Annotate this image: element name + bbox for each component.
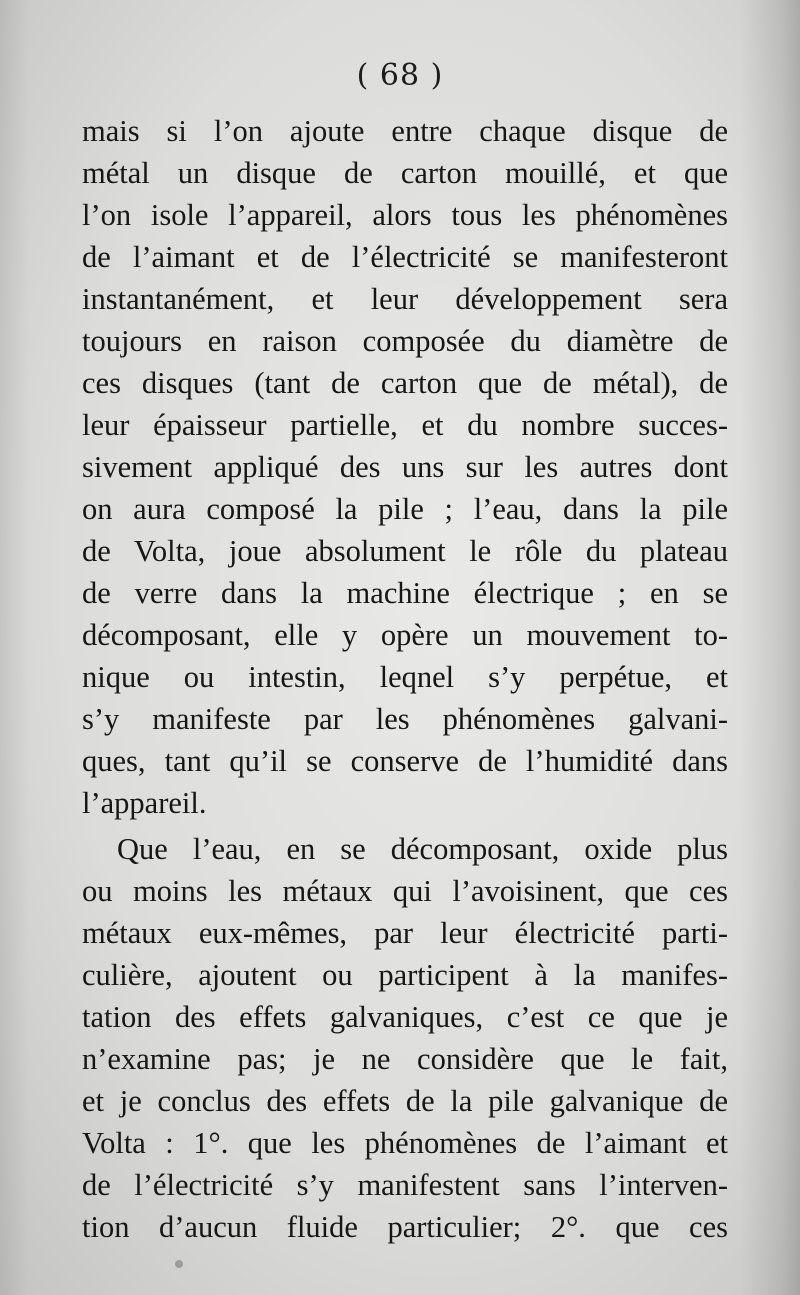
text-line: de Volta, joue absolument le rôle du plateau (82, 534, 728, 568)
text-line: s’y manifeste par les phénomènes galvani- (82, 702, 728, 736)
text-line: instantanément, et leur développement sera (82, 282, 728, 316)
text-line: métal un disque de carton mouillé, et que (82, 156, 728, 190)
page-edge-shadow-left (0, 0, 30, 1295)
text-line: on aura composé la pile ; l’eau, dans la pile (82, 492, 728, 526)
text-line: Que l’eau, en se décomposant, oxide plus (117, 832, 728, 866)
text-line: de verre dans la machine électrique ; en se (82, 576, 728, 610)
body-text (82, 110, 728, 1248)
page-number: ( 68 ) (356, 58, 444, 93)
text-line: sivement appliqué des uns sur les autres dont (82, 450, 728, 484)
page-edge-shadow-right (740, 0, 800, 1295)
text-line: Volta : 1°. que les phénomènes de l’aimant et (82, 1126, 728, 1160)
text-line: culière, ajoutent ou participent à la manifes- (82, 958, 728, 992)
text-line: l’appareil. (82, 786, 207, 820)
ink-smudge (175, 1260, 183, 1268)
text-line: toujours en raison composée du diamètre de (82, 324, 728, 358)
text-line: de l’électricité s’y manifestent sans l’interven- (82, 1168, 728, 1202)
text-line: mais si l’on ajoute entre chaque disque de (82, 114, 728, 148)
text-line: tation des effets galvaniques, c’est ce que je (82, 1000, 728, 1034)
text-line: tion d’aucun fluide particulier; 2°. que ces (82, 1210, 728, 1244)
text-line: leur épaisseur partielle, et du nombre succes- (82, 408, 728, 442)
paragraph-1 (82, 110, 728, 824)
text-line: métaux eux-mêmes, par leur électricité parti- (82, 916, 728, 950)
text-line: n’examine pas; je ne considère que le fait, (82, 1042, 728, 1076)
paragraph-2 (82, 828, 728, 1248)
text-line: et je conclus des effets de la pile galvanique de (82, 1084, 728, 1118)
text-line: de l’aimant et de l’électricité se manifesteront (82, 240, 728, 274)
text-line: ques, tant qu’il se conserve de l’humidité dans (82, 744, 728, 778)
text-line: nique ou intestin, leqnel s’y perpétue, et (82, 660, 728, 694)
text-line: l’on isole l’appareil, alors tous les phénomènes (82, 198, 728, 232)
text-line: ces disques (tant de carton que de métal), de (82, 366, 728, 400)
text-line: décomposant, elle y opère un mouvement to- (82, 618, 728, 652)
text-line: ou moins les métaux qui l’avoisinent, que ces (82, 874, 728, 908)
